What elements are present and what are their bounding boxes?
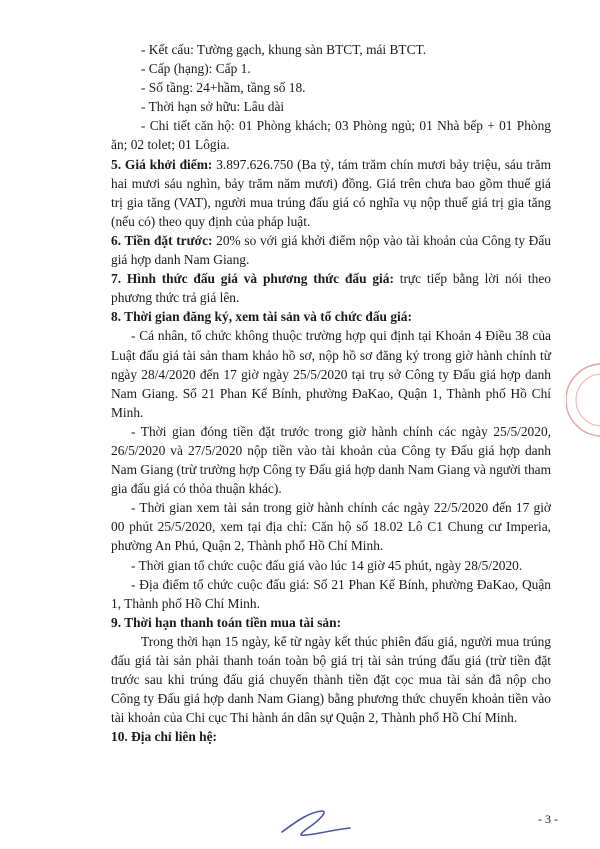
property-grade: - Cấp (hạng): Cấp 1. [141, 61, 251, 77]
section-8-item: - Thời gian đóng tiền đặt trước trong giờ hành chính các ngày 25/5/2020, 26/5/2020 và 27/5/2020 nộp tiền vào tài khoản của Công ty Đấu giá hợp danh Nam Giang (trừ trường hợp Công ty Đấu giá hợp danh Nam Giang và người tham gia đấu giá có thỏa thuận khác). [111, 423, 551, 497]
section-8-item: - Địa điểm tổ chức cuộc đấu giá: Số 21 Phan Kế Bính, phường ĐaKao, Quận 1, Thành phố Hồ Chí Minh. [111, 576, 551, 611]
section-5-text: 3.897.626.750 (Ba tỷ, tám trăm chín mươi bảy triệu, sáu trăm hai mươi sáu nghìn, bảy trăm năm mươi) đồng. Giá trên chưa bao gồm thuế giá trị gia tăng (VAT), người mua trúng đấu giá có nghĩa vụ nộp thuế giá trị gia tăng (nếu có) theo quy định của pháp luật. [111, 156, 551, 229]
property-ownership: - Thời hạn sở hữu: Lâu dài [141, 99, 285, 115]
section-10-heading: 10. Địa chỉ liên hệ: [111, 729, 218, 745]
section-5 [111, 155, 551, 231]
section-5-heading: 5. Giá khởi điểm: [111, 156, 213, 172]
section-8-heading: 8. Thời gian đăng ký, xem tài sản và tổ chức đấu giá: [111, 309, 412, 325]
section-9-heading: 9. Thời hạn thanh toán tiền mua tài sản: [111, 614, 342, 630]
page-number: - 3 - [538, 812, 558, 826]
property-floors: - Số tầng: 24+hầm, tầng số 18. [141, 80, 306, 96]
section-7-text: trực tiếp bằng lời nói theo phương thức trả giá lên. [111, 271, 551, 306]
property-details: - Chi tiết căn hộ: 01 Phòng khách; 03 Phòng ngủ; 01 Nhà bếp + 01 Phòng ăn; 02 tolet; 01 Lôgia. [111, 118, 551, 153]
section-8-item: - Thời gian tổ chức cuộc đấu giá vào lúc 14 giờ 45 phút, ngày 28/5/2020. [131, 557, 523, 573]
property-structure: - Kết cấu: Tường gạch, khung sàn BTCT, mái BTCT. [141, 42, 427, 57]
section-6-text: 20% so với giá khởi điểm nộp vào tài khoản của Công ty Đấu giá hợp danh Nam Giang. [111, 232, 551, 268]
stamp-edge [566, 360, 600, 440]
section-6-heading: 6. Tiền đặt trước: [111, 232, 213, 248]
section-7 [111, 269, 551, 307]
section-8-item: - Thời gian xem tài sản trong giờ hành chính các ngày 22/5/2020 đến 17 giờ 00 phút 25/5/2020, xem tại địa chỉ: Căn hộ số 18.02 Lô C1 Chung cư Imperia, phường An Phú, Quận 2, Thành phố Hồ Chí Minh. [111, 500, 551, 554]
section-9-text: Trong thời hạn 15 ngày, kể từ ngày kết thúc phiên đấu giá, người mua trúng đấu giá tài sản phải thanh toán toàn bộ giá trị tài sản trúng đấu giá (trừ tiền đặt trước sau khi trúng đấu giá chuyển thành tiền đặt cọc mua tài sản đã nộp cho Công ty Đấu giá hợp danh Nam Giang) bằng phương thức chuyển khoản tiền vào tài khoản của Chi cục Thi hành án dân sự Quận 2, Thành phố Hồ Chí Minh. [111, 633, 551, 726]
document-body [111, 40, 551, 746]
section-6 [111, 231, 551, 269]
signature-initial [268, 806, 368, 846]
section-8-item: - Cá nhân, tổ chức không thuộc trường hợp qui định tại Khoản 4 Điều 38 của Luật đấu giá tài sản tham khảo hồ sơ, nộp hồ sơ đăng ký trong giờ hành chính từ ngày 28/4/2020 đến 17 giờ ngày 25/5/2020 tại trụ sở Công ty Đấu giá hợp danh Nam Giang. Số 21 Phan Kế Bính, phường ĐaKao, Quận 1, Thành phố Hồ Chí Minh. [111, 328, 551, 420]
section-7-heading: 7. Hình thức đấu giá và phương thức đấu giá: [111, 271, 394, 287]
